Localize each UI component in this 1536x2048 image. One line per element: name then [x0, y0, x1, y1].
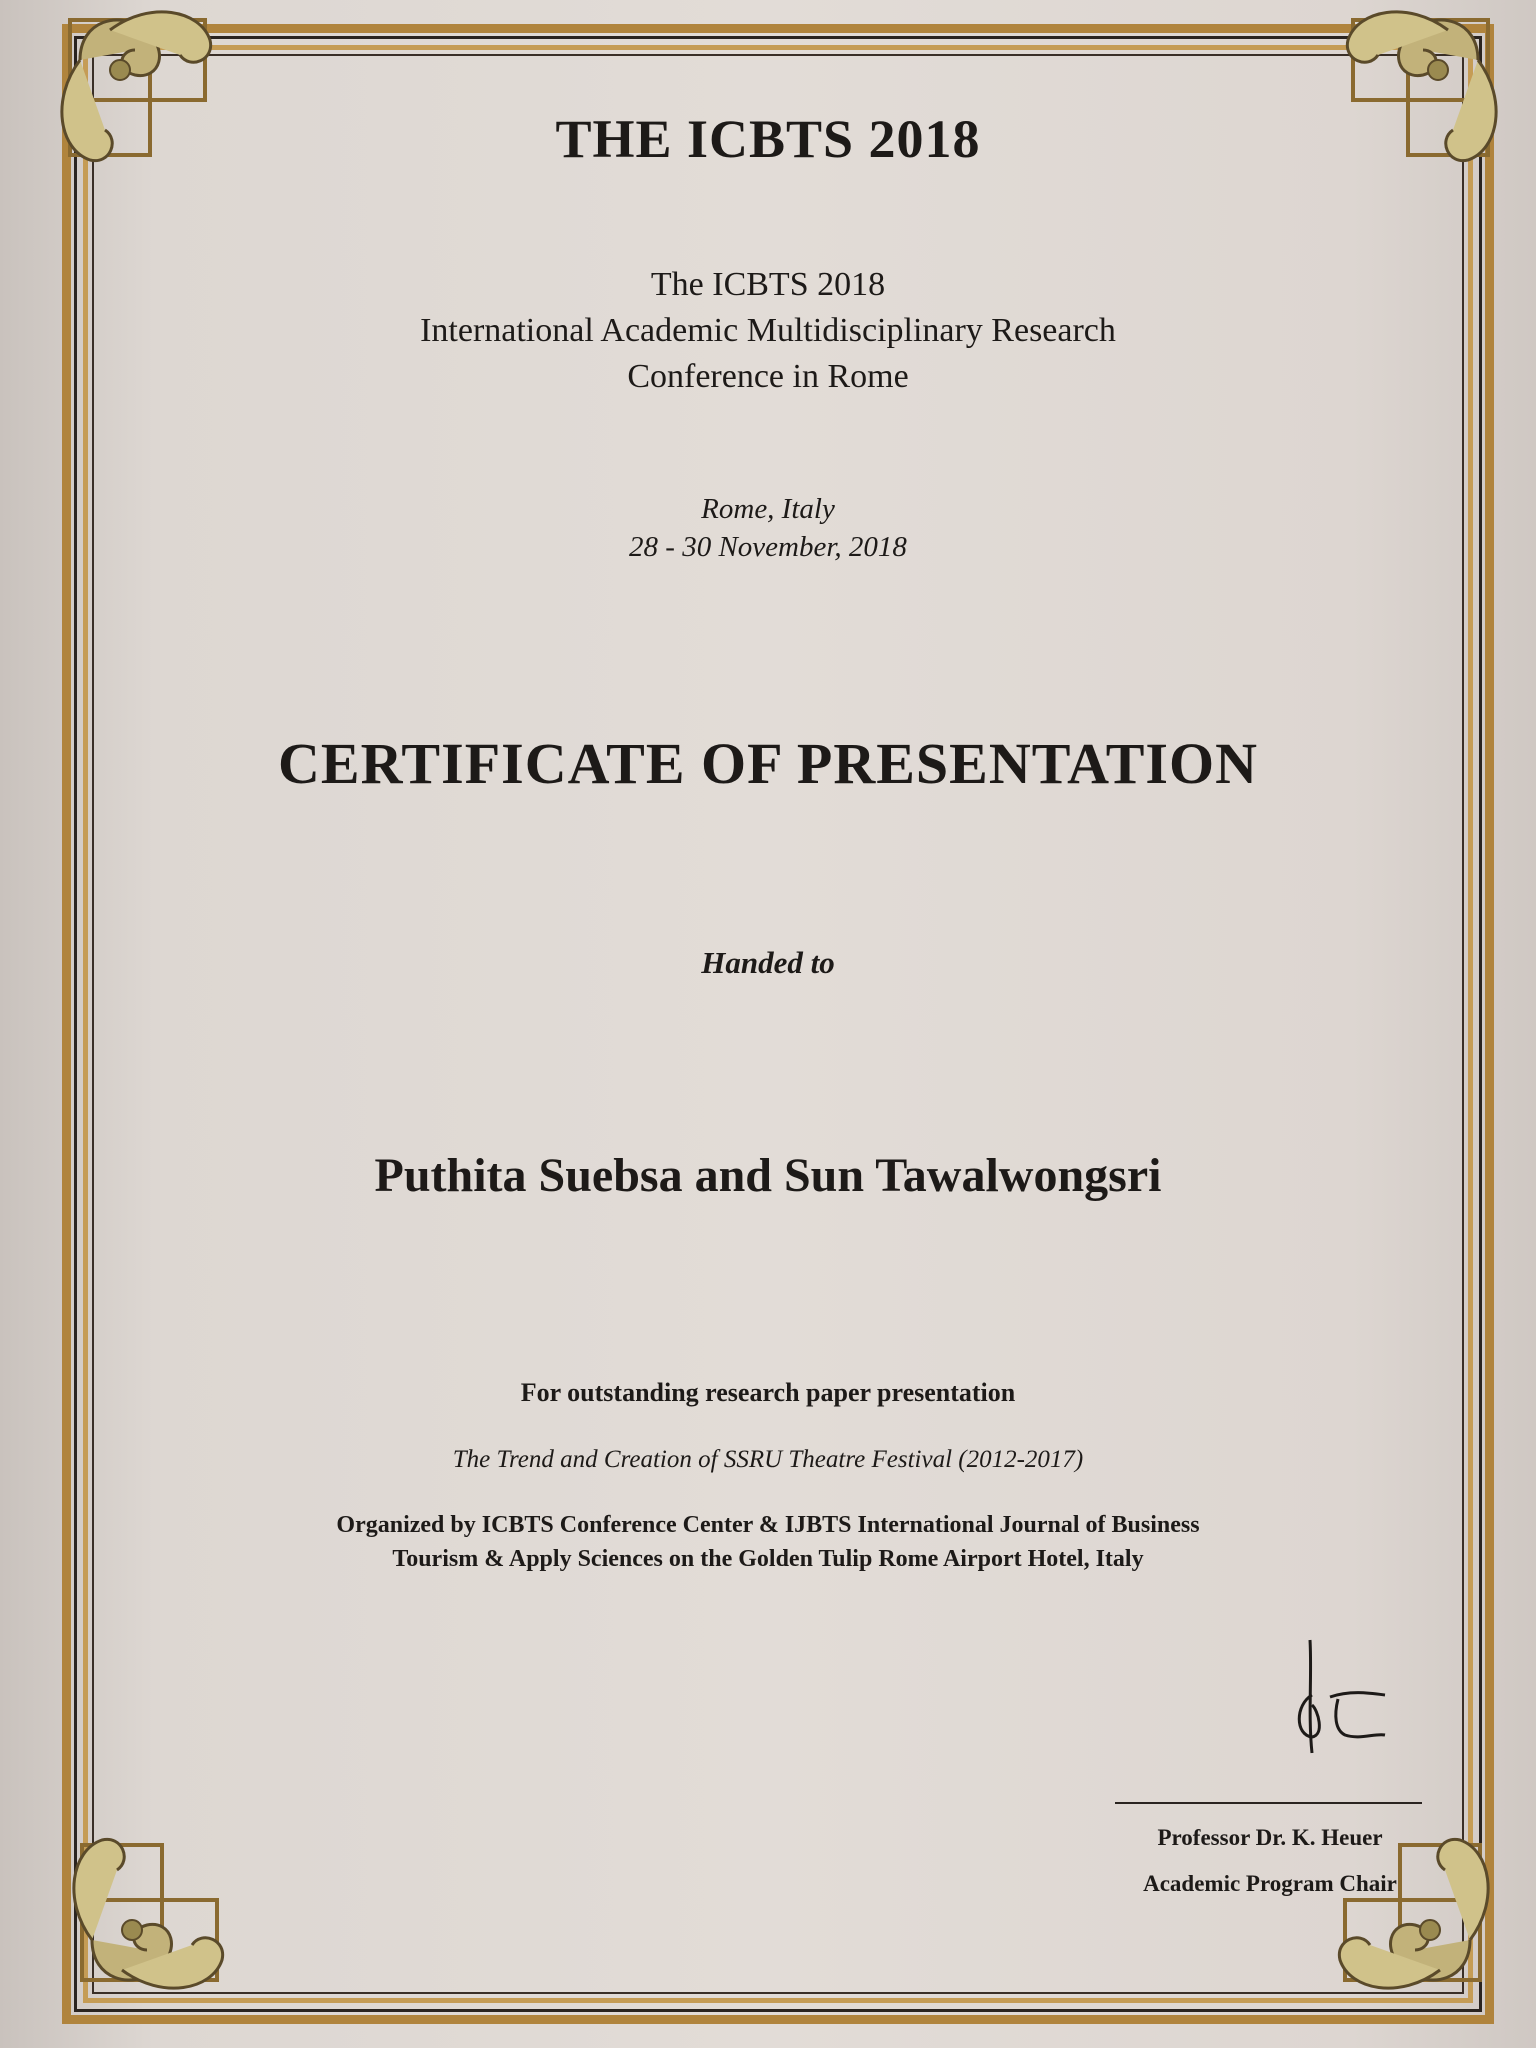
location-dates: 28 - 30 November, 2018: [629, 531, 907, 563]
handwritten-signature: [1290, 1635, 1400, 1765]
conference-line-1: The ICBTS 2018: [650, 266, 886, 303]
location-block: [0, 490, 1536, 566]
organizer-line-1: Organized by ICBTS Conference Center & IJBTS International Journal of Business: [336, 1512, 1200, 1538]
event-heading: THE ICBTS 2018: [555, 109, 981, 169]
certificate-title: CERTIFICATE OF PRESENTATION: [278, 731, 1258, 796]
organizer-line-2: Tourism & Apply Sciences on the Golden Tulip Rome Airport Hotel, Italy: [392, 1546, 1144, 1572]
signatory-block: [1100, 1815, 1440, 1907]
organizer-text: [0, 1508, 1536, 1576]
award-reason: For outstanding research paper presentation: [520, 1378, 1016, 1407]
location-place: Rome, Italy: [701, 493, 835, 525]
paper-title: The Trend and Creation of SSRU Theatre Festival (2012-2017): [452, 1446, 1084, 1473]
conference-line-3: Conference in Rome: [627, 358, 909, 395]
conference-line-2: International Academic Multidisciplinary Research: [420, 312, 1116, 349]
signature-line: [1115, 1802, 1422, 1804]
conference-details: [0, 262, 1536, 400]
handed-to-label: Handed to: [701, 945, 835, 980]
signatory-name: Professor Dr. K. Heuer: [1157, 1825, 1383, 1850]
signatory-role: Academic Program Chair: [1143, 1871, 1397, 1896]
recipient-names: Puthita Suebsa and Sun Tawalwongsri: [374, 1149, 1162, 1202]
corner-ornament-bottom-left: [62, 1830, 232, 2000]
